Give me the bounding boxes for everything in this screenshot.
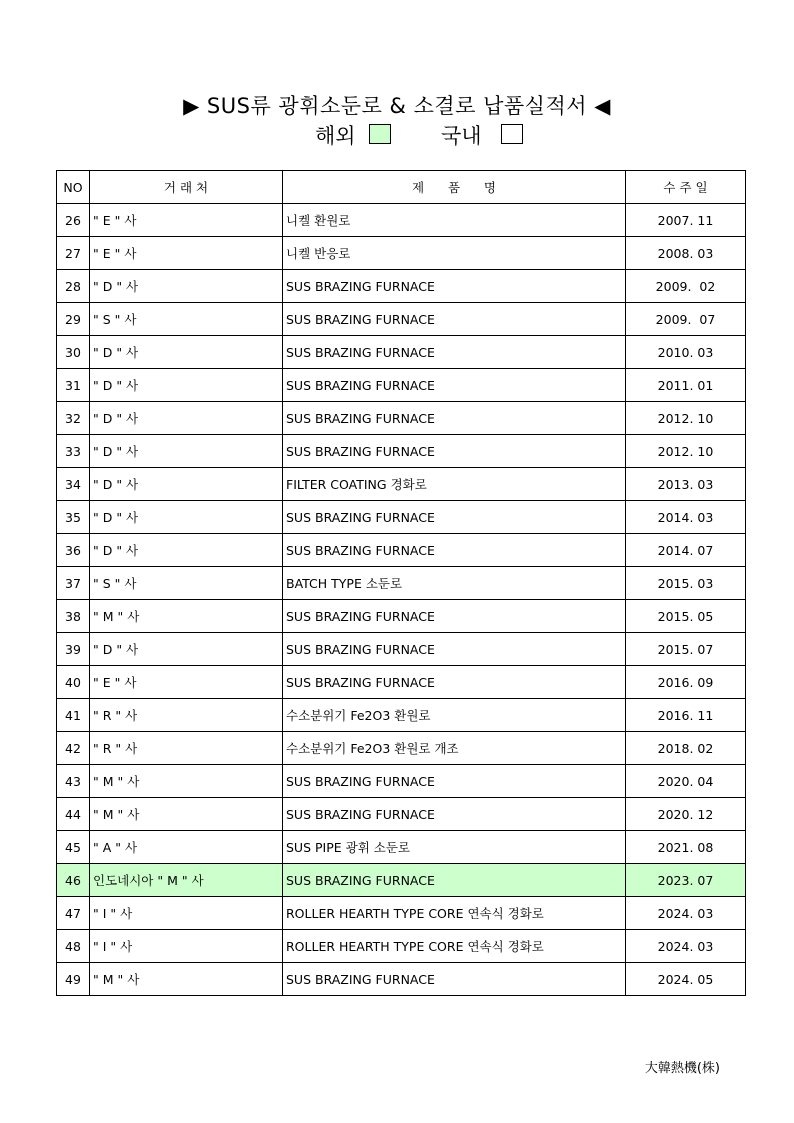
table-row [57,402,746,435]
cell-product: SUS PIPE 광휘 소둔로 [283,831,626,864]
cell-no: 26 [57,204,90,237]
cell-date: 2011. 01 [626,369,746,402]
cell-client: " I " 사 [90,897,283,930]
cell-client: " D " 사 [90,534,283,567]
cell-date: 2014. 03 [626,501,746,534]
domestic-swatch [501,124,523,144]
cell-client: " R " 사 [90,732,283,765]
overseas-swatch [369,124,391,144]
cell-product: SUS BRAZING FURNACE [283,600,626,633]
cell-product: SUS BRAZING FURNACE [283,402,626,435]
table-row [57,633,746,666]
table-row [57,501,746,534]
cell-client: " E " 사 [90,204,283,237]
cell-product: SUS BRAZING FURNACE [283,798,626,831]
cell-client: " M " 사 [90,798,283,831]
cell-no: 34 [57,468,90,501]
cell-date: 2008. 03 [626,237,746,270]
legend [0,120,794,148]
table-row [57,237,746,270]
header-client: 거 래 처 [90,171,283,204]
cell-date: 2009. 07 [626,303,746,336]
cell-date: 2020. 12 [626,798,746,831]
cell-no: 44 [57,798,90,831]
table-row [57,897,746,930]
cell-product: SUS BRAZING FURNACE [283,336,626,369]
cell-client: " A " 사 [90,831,283,864]
cell-no: 30 [57,336,90,369]
cell-product: 니켈 반응로 [283,237,626,270]
cell-product: ROLLER HEARTH TYPE CORE 연속식 경화로 [283,897,626,930]
table-header-row [57,171,746,204]
cell-date: 2015. 05 [626,600,746,633]
cell-client: " S " 사 [90,303,283,336]
cell-date: 2013. 03 [626,468,746,501]
cell-client: " D " 사 [90,633,283,666]
table-row [57,930,746,963]
cell-no: 48 [57,930,90,963]
cell-no: 40 [57,666,90,699]
cell-client: " D " 사 [90,435,283,468]
cell-client: " D " 사 [90,468,283,501]
table-row [57,336,746,369]
cell-client: " M " 사 [90,600,283,633]
cell-no: 41 [57,699,90,732]
cell-date: 2024. 03 [626,897,746,930]
cell-no: 47 [57,897,90,930]
header-product: 제 품 명 [283,171,626,204]
cell-client: " E " 사 [90,237,283,270]
table-row [57,732,746,765]
cell-product: SUS BRAZING FURNACE [283,534,626,567]
cell-client: " D " 사 [90,336,283,369]
cell-no: 49 [57,963,90,996]
cell-product: SUS BRAZING FURNACE [283,633,626,666]
cell-client: " S " 사 [90,567,283,600]
table-row [57,567,746,600]
cell-date: 2009. 02 [626,270,746,303]
cell-product: SUS BRAZING FURNACE [283,864,626,897]
cell-date: 2024. 05 [626,963,746,996]
table-row [57,468,746,501]
cell-product: BATCH TYPE 소둔로 [283,567,626,600]
cell-no: 31 [57,369,90,402]
cell-date: 2016. 09 [626,666,746,699]
cell-product: 수소분위기 Fe2O3 환원로 [283,699,626,732]
cell-date: 2024. 03 [626,930,746,963]
cell-date: 2014. 07 [626,534,746,567]
cell-client: 인도네시아 " M " 사 [90,864,283,897]
cell-no: 43 [57,765,90,798]
cell-client: " D " 사 [90,270,283,303]
page-title: ▶ SUS류 광휘소둔로 & 소결로 납품실적서 ◀ [183,94,611,118]
cell-product: SUS BRAZING FURNACE [283,501,626,534]
table-row [57,270,746,303]
cell-client: " D " 사 [90,501,283,534]
table-row [57,831,746,864]
header-date: 수 주 일 [626,171,746,204]
table-row [57,699,746,732]
table-row [57,765,746,798]
cell-product: FILTER COATING 경화로 [283,468,626,501]
table-row [57,435,746,468]
cell-product: SUS BRAZING FURNACE [283,765,626,798]
table-row [57,303,746,336]
cell-product: SUS BRAZING FURNACE [283,435,626,468]
cell-date: 2015. 03 [626,567,746,600]
domestic-label: 국내 [441,124,482,148]
cell-date: 2018. 02 [626,732,746,765]
table-row [57,534,746,567]
table-row [57,369,746,402]
cell-product: SUS BRAZING FURNACE [283,270,626,303]
table-row [57,963,746,996]
company-name: 大韓熱機(株) [644,1061,720,1076]
cell-no: 42 [57,732,90,765]
table-row [57,204,746,237]
cell-client: " R " 사 [90,699,283,732]
cell-product: SUS BRAZING FURNACE [283,666,626,699]
cell-date: 2020. 04 [626,765,746,798]
header-no: NO [57,171,90,204]
cell-no: 29 [57,303,90,336]
cell-date: 2016. 11 [626,699,746,732]
cell-no: 33 [57,435,90,468]
cell-no: 46 [57,864,90,897]
table-row [57,798,746,831]
overseas-label: 해외 [315,124,356,148]
delivery-record-table [56,170,746,996]
cell-no: 39 [57,633,90,666]
cell-product: ROLLER HEARTH TYPE CORE 연속식 경화로 [283,930,626,963]
cell-date: 2023. 07 [626,864,746,897]
cell-date: 2007. 11 [626,204,746,237]
cell-no: 35 [57,501,90,534]
cell-client: " M " 사 [90,963,283,996]
cell-client: " I " 사 [90,930,283,963]
table-row [57,666,746,699]
cell-product: 니켈 환원로 [283,204,626,237]
cell-product: SUS BRAZING FURNACE [283,963,626,996]
cell-no: 28 [57,270,90,303]
cell-date: 2015. 07 [626,633,746,666]
cell-no: 27 [57,237,90,270]
cell-no: 38 [57,600,90,633]
table-row [57,600,746,633]
cell-date: 2012. 10 [626,435,746,468]
cell-product: SUS BRAZING FURNACE [283,303,626,336]
cell-client: " D " 사 [90,402,283,435]
cell-product: 수소분위기 Fe2O3 환원로 개조 [283,732,626,765]
cell-client: " D " 사 [90,369,283,402]
cell-no: 45 [57,831,90,864]
table-row [57,864,746,897]
cell-date: 2021. 08 [626,831,746,864]
cell-client: " E " 사 [90,666,283,699]
cell-no: 36 [57,534,90,567]
cell-product: SUS BRAZING FURNACE [283,369,626,402]
cell-date: 2012. 10 [626,402,746,435]
cell-no: 32 [57,402,90,435]
cell-date: 2010. 03 [626,336,746,369]
cell-client: " M " 사 [90,765,283,798]
cell-no: 37 [57,567,90,600]
